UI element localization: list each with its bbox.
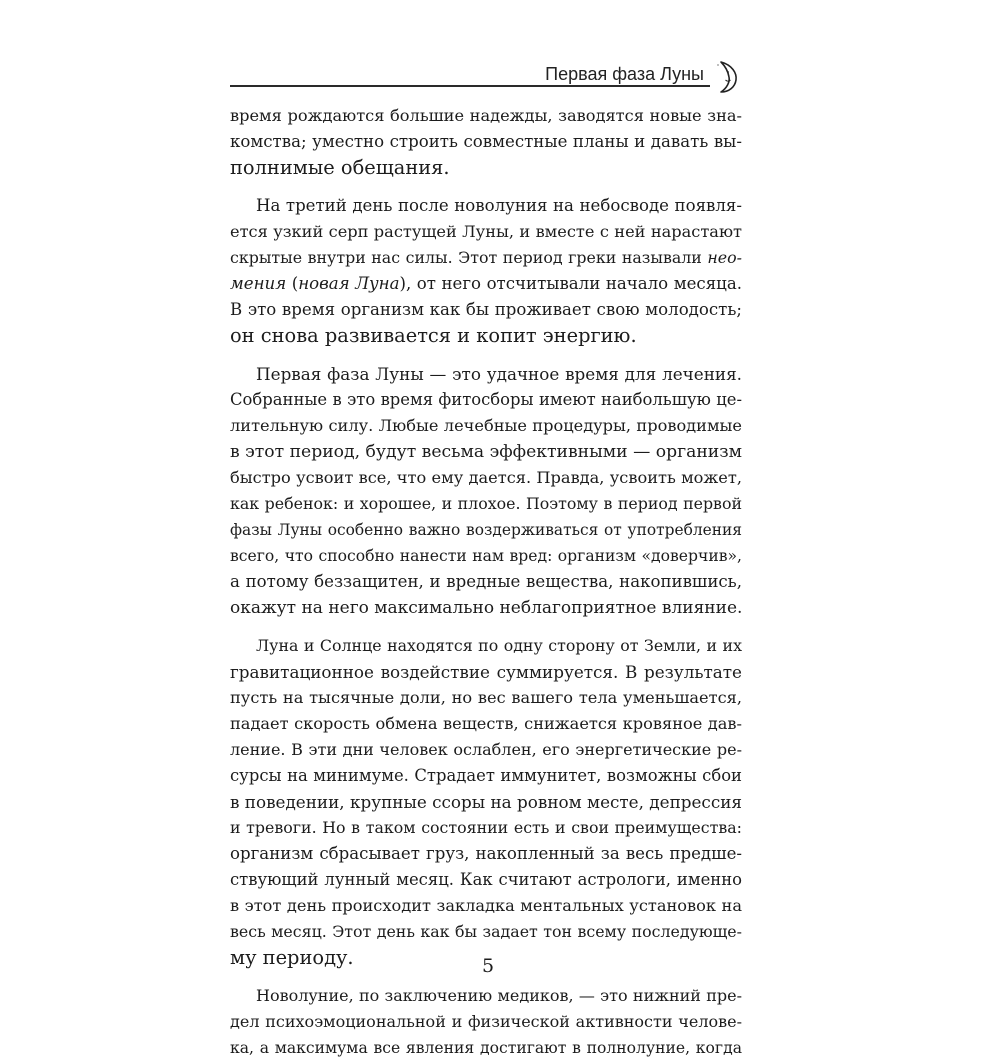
text-line: в этот период, будут весьма эффективными — организм <box>230 442 742 462</box>
text-line: ка, а максимума все явления достигают в полнолуние, когда <box>230 1039 742 1057</box>
text-line: в поведении, крупные ссоры на ровном месте, депрессия <box>230 792 742 812</box>
text-line: скрытые внутри нас силы. Этот период греки называли нео- <box>230 248 742 267</box>
text-line: комства; уместно строить совместные планы и давать вы- <box>230 132 742 151</box>
text-line: падает скорость обмена веществ, снижается кровяное дав- <box>230 714 742 733</box>
text-line: гравитационное воздействие суммируется. В результате <box>230 662 742 682</box>
text-line: ление. В эти дни человек ослаблен, его энергетические ре- <box>230 740 742 759</box>
text-line: Собранные в это время фитосборы имеют наибольшую це- <box>230 390 742 409</box>
text-line: лительную силу. Любые лечебные процедуры, проводимые <box>230 416 742 435</box>
text-line: сурсы на минимуме. Страдает иммунитет, возможны сбои <box>230 766 742 785</box>
text-line: дел психоэмоциональной и физической активности челове- <box>230 1012 742 1031</box>
text-line: ствующий лунный месяц. Как считают астрологи, именно <box>230 870 742 889</box>
text-line: в этот день происходит закладка ментальных установок на <box>230 896 742 915</box>
text-line: время рождаются большие надежды, заводятся новые зна- <box>230 106 742 125</box>
text-line: организм сбрасывает груз, накопленный за весь предше- <box>230 844 742 863</box>
paragraph <box>230 983 742 1061</box>
text-line: быстро усвоит все, что ему дается. Правда, усвоить может, <box>230 468 742 487</box>
text-line: а потому беззащитен, и вредные вещества, накопившись, <box>230 572 742 591</box>
text-line: В это время организм как бы проживает свою молодость; <box>230 300 742 319</box>
text-line: Первая фаза Луны — это удачное время для лечения. <box>256 364 742 384</box>
paragraph <box>230 193 742 349</box>
text-line: всего, что способно нанести нам вред: организм «доверчив», <box>230 547 742 565</box>
crescent-moon-icon <box>712 60 740 94</box>
paragraph <box>230 633 742 971</box>
text-line: весь месяц. Этот день как бы задает тон всему последующе- <box>230 922 742 941</box>
text-line: пусть на тысячные доли, но вес вашего тела уменьшается, <box>230 688 742 707</box>
text-line: полнимые обещания. <box>230 156 450 179</box>
body-text <box>230 103 742 1061</box>
text-line: он снова развивается и копит энергию. <box>230 324 637 347</box>
text-line: Новолуние, по заключению медиков, — это нижний пре- <box>256 986 742 1005</box>
running-head-title: Первая фаза Луны <box>537 64 704 85</box>
text-line: ется узкий серп растущей Луны, и вместе с ней нарастают <box>230 222 742 241</box>
paragraph <box>230 361 742 621</box>
text-line: Луна и Солнце находятся по одну сторону от Земли, и их <box>256 636 742 655</box>
text-line: фазы Луны особенно важно воздерживаться от употребления <box>230 521 742 539</box>
paragraph <box>230 103 742 181</box>
page-number: 5 <box>481 955 495 977</box>
text-line: На третий день после новолуния на небосводе появля- <box>256 196 742 215</box>
text-line: как ребенок: и хорошее, и плохое. Поэтому в период первой <box>230 494 742 513</box>
text-line: окажут на него максимально неблагоприятное влияние. <box>230 598 743 618</box>
running-head <box>230 60 742 96</box>
header-rule <box>230 85 710 87</box>
text-line: и тревоги. Но в таком состоянии есть и свои преимущества: <box>230 818 742 837</box>
text-line: му периоду. <box>230 946 354 969</box>
text-line: мения (новая Луна), от него отсчитывали начало месяца. <box>230 274 743 293</box>
